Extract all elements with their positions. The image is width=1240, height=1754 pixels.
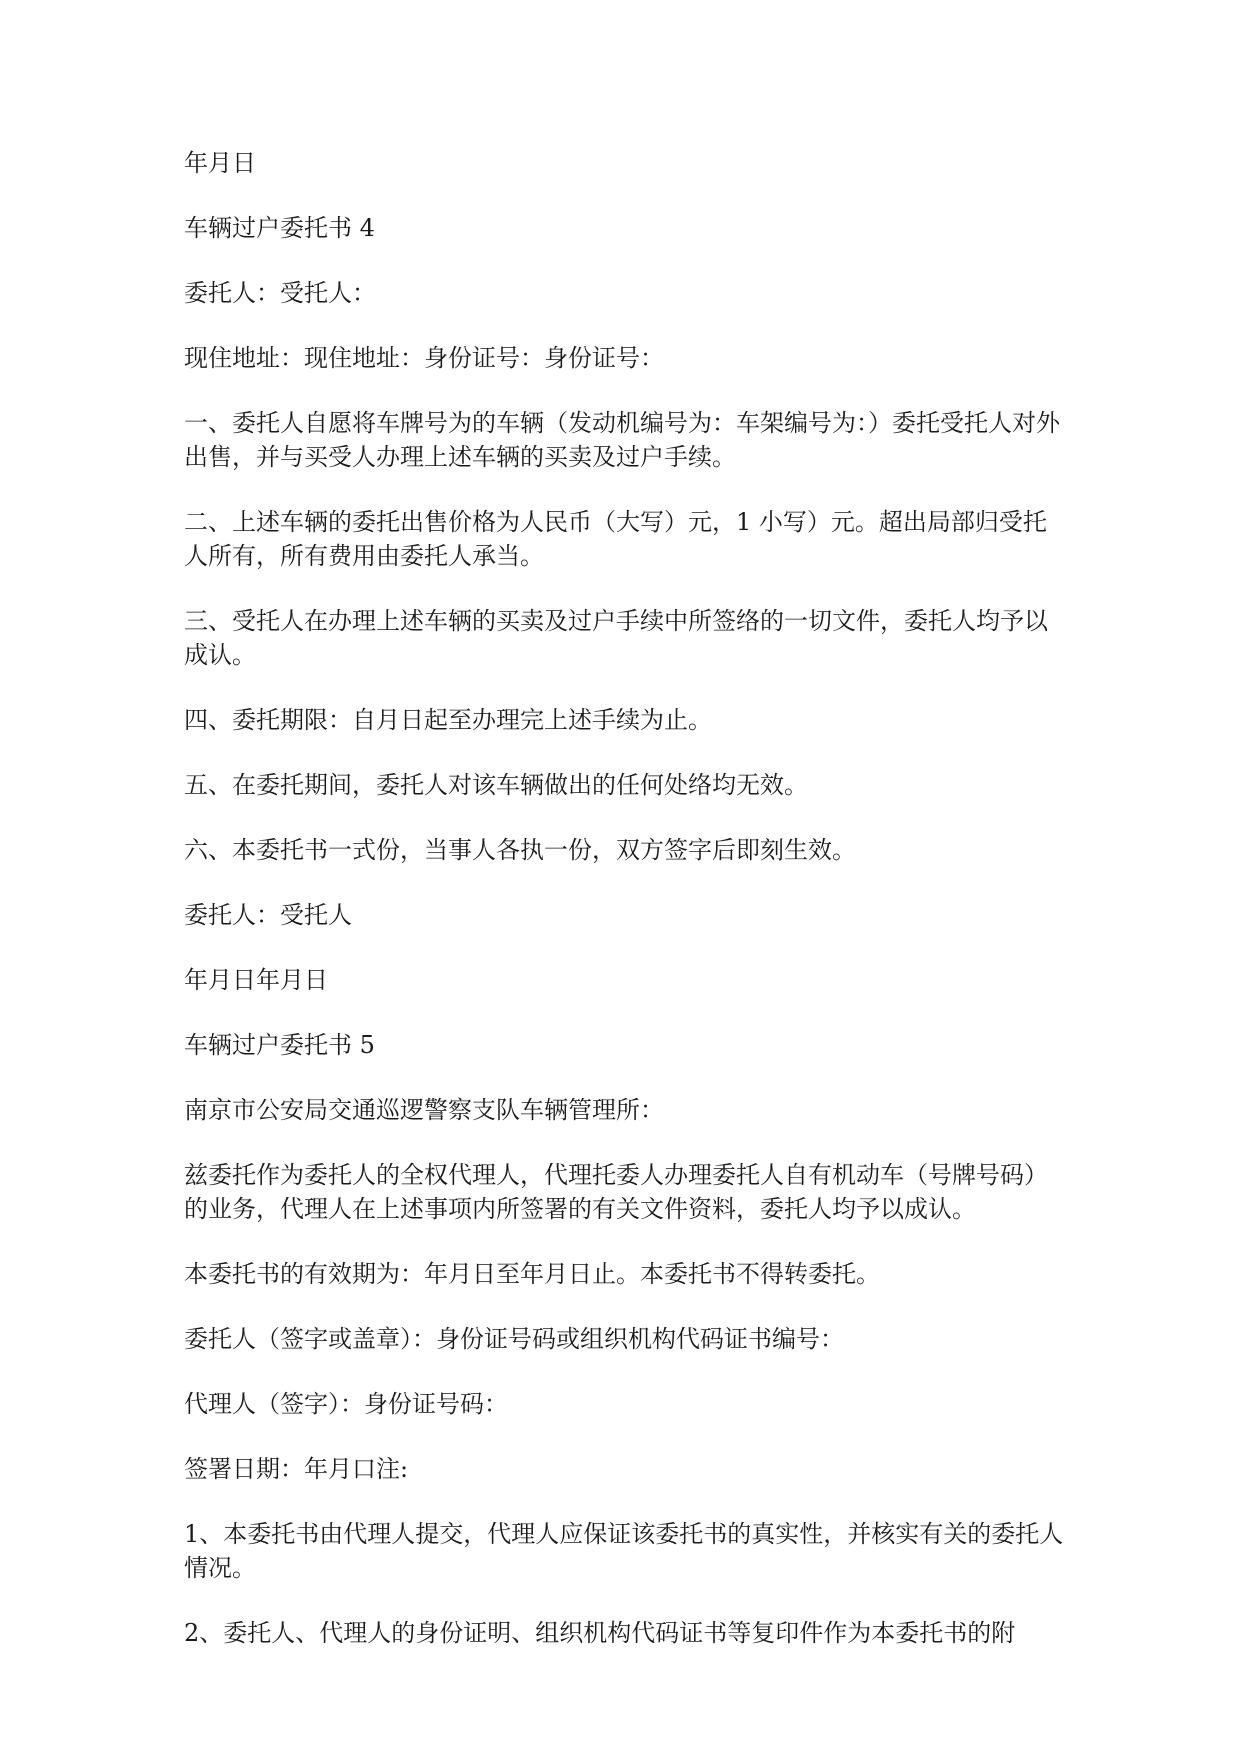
document-body — [184, 146, 1064, 1681]
validity-period: 本委托书的有效期为：年月日至年月日止。本委托书不得转委托。 — [184, 1260, 880, 1288]
clause-5: 五、在委托期间，委托人对该车辆做出的任何处络均无效。 — [184, 771, 808, 799]
authorization-text: 兹委托作为委托人的全权代理人，代理托委人办理委托人自有机动车（号牌号码）的业务，代理人在上述事项内所签署的有关文件资料，委托人均予以成认。 — [184, 1161, 1048, 1223]
note-2: 2、委托人、代理人的身份证明、组织机构代码证书等复印件作为本委托书的附 — [184, 1619, 1016, 1647]
addressee: 南京市公安局交通巡逻警察支队车辆管理所： — [184, 1096, 664, 1124]
clause-4: 四、委托期限：自月日起至办理完上述手续为止。 — [184, 706, 712, 734]
agent-signature: 代理人（签字）：身份证号码： — [184, 1390, 508, 1418]
clause-6: 六、本委托书一式份，当事人各执一份，双方签字后即刻生效。 — [184, 836, 856, 864]
clause-3: 三、受托人在办理上述车辆的买卖及过户手续中所签络的一切文件，委托人均予以成认。 — [184, 607, 1048, 669]
clause-1: 一、委托人自愿将车牌号为的车辆（发动机编号为：车架编号为：）委托受托人对外出售，并与买受人办理上述车辆的买卖及过户手续。 — [184, 409, 1060, 471]
clause-2: 二、上述车辆的委托出售价格为人民币（大写）元，1 小写）元。超出局部归受托人所有，所有费用由委托人承当。 — [184, 508, 1047, 570]
note-1: 1、本委托书由代理人提交，代理人应保证该委托书的真实性，并核实有关的委托人情况。 — [184, 1520, 1064, 1582]
address-id-line: 现住地址：现住地址：身份证号：身份证号： — [184, 344, 664, 372]
signing-date-note: 签署日期：年月口注: — [184, 1455, 409, 1483]
signature-parties: 委托人：受托人 — [184, 901, 352, 929]
principal-signature: 委托人（签字或盖章）：身份证号码或组织机构代码证书编号： — [184, 1325, 844, 1353]
parties-line: 委托人：受托人： — [184, 279, 376, 307]
signature-dates: 年月日年月日 — [184, 966, 328, 994]
section-title-4: 车辆过户委托书 4 — [184, 214, 375, 242]
section-title-5: 车辆过户委托书 5 — [184, 1031, 375, 1059]
date-line: 年月日 — [184, 149, 256, 177]
